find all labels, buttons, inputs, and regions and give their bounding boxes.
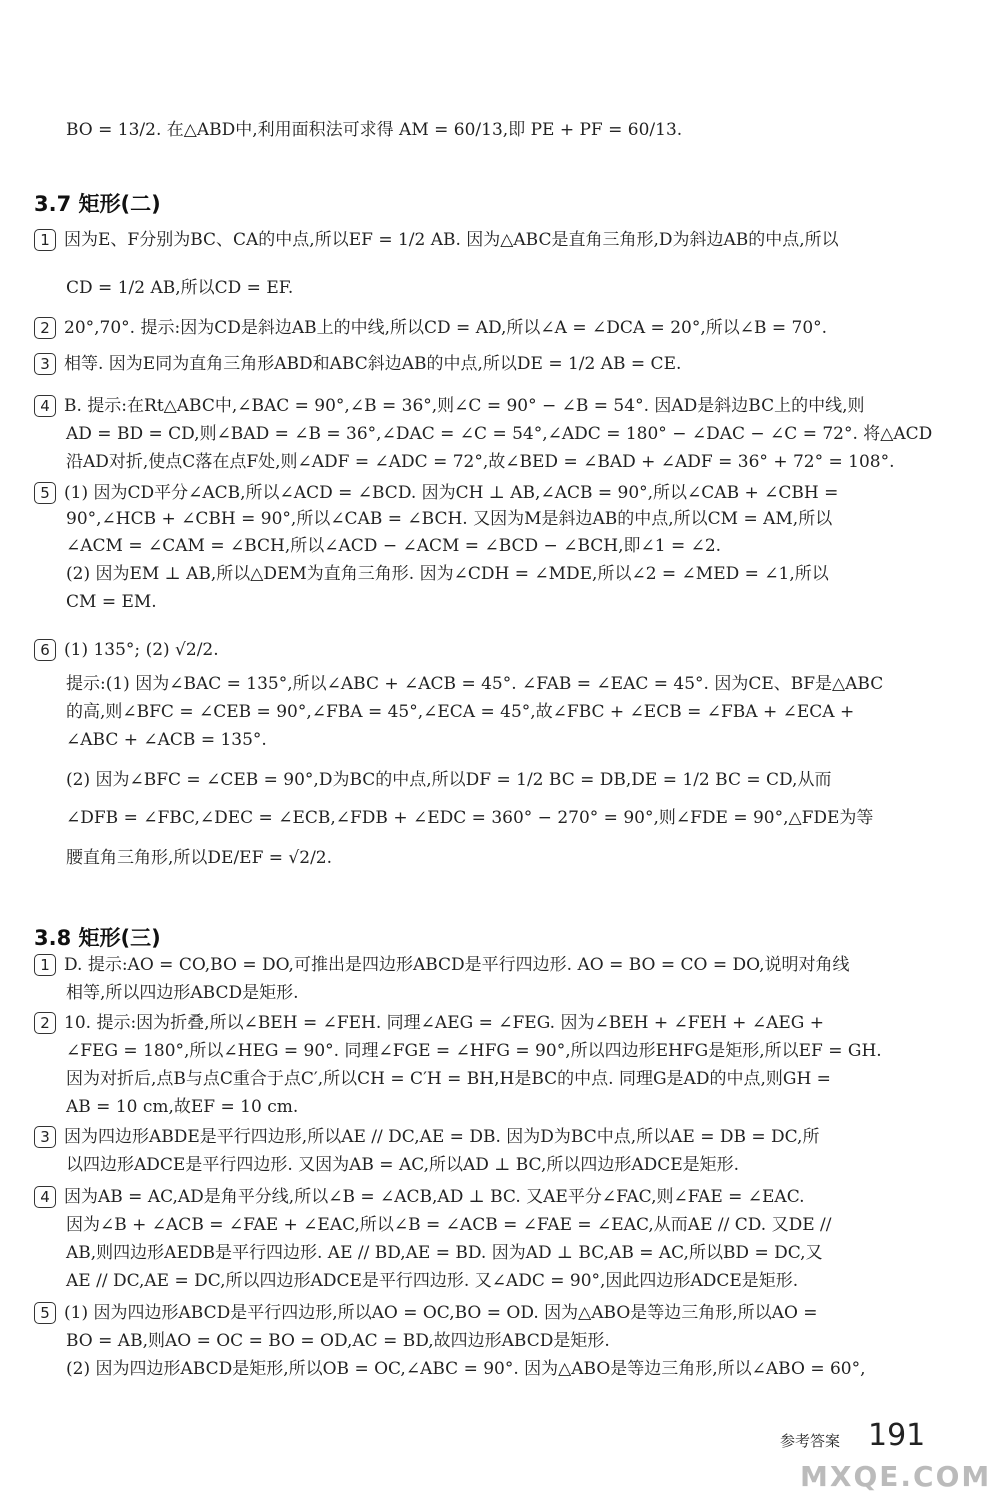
intro-line: BO = 13/2. 在△ABD中,利用面积法可求得 AM = 60/13,即 PE + PF = 60/13. bbox=[66, 120, 683, 140]
sec38-q2-line bbox=[66, 1067, 831, 1091]
line-text: 因为∠B + ∠ACB = ∠FAE + ∠EAC,所以∠B = ∠ACB = ∠FAE = ∠EAC,从而AE // CD. 又DE // bbox=[66, 1215, 832, 1235]
question-number-badge: 1 bbox=[34, 229, 56, 251]
sec37-q1-line bbox=[34, 228, 839, 252]
footer-label: 参考答案 bbox=[780, 1432, 841, 1450]
sec38-q4-line bbox=[34, 1185, 805, 1209]
line-text: AB = 10 cm,故EF = 10 cm. bbox=[66, 1097, 299, 1117]
sec38-q5-line bbox=[66, 1357, 866, 1381]
watermark-text: MXQE.COM bbox=[800, 1460, 992, 1493]
line-text: 相等. 因为E同为直角三角形ABD和ABC斜边AB的中点,所以DE = 1/2 AB = CE. bbox=[64, 354, 682, 374]
sec38-q2-line bbox=[66, 1095, 298, 1119]
line-text: 的高,则∠BFC = ∠CEB = 90°,∠FBA = 45°,∠ECA = 45°,故∠FBC + ∠ECB = ∠FBA + ∠ECA + bbox=[66, 702, 855, 722]
sec38-q1-line bbox=[66, 981, 299, 1005]
sec37-q5-line bbox=[66, 534, 721, 558]
page-number: 191 bbox=[868, 1418, 926, 1453]
line-text: 提示:(1) 因为∠BAC = 135°,所以∠ABC + ∠ACB = 45°. ∠FAB = ∠EAC = 45°. 因为CE、BF是△ABC bbox=[66, 674, 884, 694]
sec37-q4-line bbox=[66, 450, 895, 474]
sec37-q6-line bbox=[66, 846, 332, 870]
sec38-q4-line bbox=[66, 1213, 831, 1237]
line-text: 因为四边形ABDE是平行四边形,所以AE // DC,AE = DB. 因为D为BC中点,所以AE = DB = DC,所 bbox=[64, 1127, 820, 1147]
sec37-q5-line bbox=[66, 562, 829, 586]
line-text: CM = EM. bbox=[66, 592, 157, 612]
line-text: 以四边形ADCE是平行四边形. 又因为AB = AC,所以AD ⊥ BC,所以四边形ADCE是矩形. bbox=[66, 1155, 740, 1175]
sec37-title: 3.7 矩形(二) bbox=[34, 192, 161, 216]
question-number-badge: 6 bbox=[34, 639, 56, 661]
sec37-q6-line bbox=[66, 672, 883, 696]
sec38-q4-line bbox=[66, 1241, 823, 1265]
sec37-q6-line bbox=[66, 768, 831, 792]
line-text: (1) 135°; (2) √2/2. bbox=[64, 640, 219, 660]
line-text: ∠ACM = ∠CAM = ∠BCH,所以∠ACD − ∠ACM = ∠BCD − ∠BCH,即∠1 = ∠2. bbox=[66, 536, 722, 556]
question-number-badge: 1 bbox=[34, 954, 56, 976]
line-text: 10. 提示:因为折叠,所以∠BEH = ∠FEH. 同理∠AEG = ∠FEG. 因为∠BEH + ∠FEH + ∠AEG + bbox=[64, 1013, 824, 1033]
line-text: BO = AB,则AO = OC = BO = OD,AC = BD,故四边形ABCD是矩形. bbox=[66, 1331, 610, 1351]
line-text: (1) 因为CD平分∠ACB,所以∠ACD = ∠BCD. 因为CH ⊥ AB,∠ACB = 90°,所以∠CAB + ∠CBH = bbox=[64, 483, 839, 503]
sec37-q2-line bbox=[34, 316, 827, 340]
sec38-q2-line bbox=[34, 1011, 824, 1035]
question-number-badge: 2 bbox=[34, 317, 56, 339]
sec37-q3-line bbox=[34, 352, 681, 376]
line-text: 相等,所以四边形ABCD是矩形. bbox=[66, 983, 299, 1003]
sec37-q6-line bbox=[34, 638, 219, 662]
line-text: ∠ABC + ∠ACB = 135°. bbox=[66, 730, 267, 750]
sec38-q3-line bbox=[66, 1153, 739, 1177]
line-text: CD = 1/2 AB,所以CD = EF. bbox=[66, 278, 294, 298]
sec38-q5-line bbox=[34, 1301, 818, 1325]
sec38-q1-line bbox=[34, 953, 850, 977]
line-text: 20°,70°. 提示:因为CD是斜边AB上的中线,所以CD = AD,所以∠A = ∠DCA = 20°,所以∠B = 70°. bbox=[64, 318, 828, 338]
line-text: ∠DFB = ∠FBC,∠DEC = ∠ECB,∠FDB + ∠EDC = 360° − 270° = 90°,则∠FDE = 90°,△FDE为等 bbox=[66, 808, 874, 828]
sec38-q3-line bbox=[34, 1125, 819, 1149]
line-text: (2) 因为∠BFC = ∠CEB = 90°,D为BC的中点,所以DF = 1/2 BC = DB,DE = 1/2 BC = CD,从而 bbox=[66, 770, 832, 790]
sec37-q4-line bbox=[34, 394, 865, 418]
sec37-q6-line bbox=[66, 728, 267, 752]
sec37-q1-line bbox=[66, 276, 293, 300]
line-text: (2) 因为四边形ABCD是矩形,所以OB = OC,∠ABC = 90°. 因为△ABO是等边三角形,所以∠ABO = 60°, bbox=[66, 1359, 866, 1379]
sec37-q4-line bbox=[66, 422, 932, 446]
sec37-q6-line bbox=[66, 806, 873, 830]
sec37-q5-line bbox=[66, 507, 832, 531]
line-text: AE // DC,AE = DC,所以四边形ADCE是平行四边形. 又∠ADC = 90°,因此四边形ADCE是矩形. bbox=[66, 1271, 799, 1291]
line-text: AD = BD = CD,则∠BAD = ∠B = 36°,∠DAC = ∠C = 54°,∠ADC = 180° − ∠DAC − ∠C = 72°. 将△ACD bbox=[66, 424, 933, 444]
question-number-badge: 4 bbox=[34, 1186, 56, 1208]
sec38-q5-line bbox=[66, 1329, 610, 1353]
line-text: 因为AB = AC,AD是角平分线,所以∠B = ∠ACB,AD ⊥ BC. 又AE平分∠FAC,则∠FAE = ∠EAC. bbox=[64, 1187, 805, 1207]
sec38-title: 3.8 矩形(三) bbox=[34, 926, 161, 950]
line-text: (2) 因为EM ⊥ AB,所以△DEM为直角三角形. 因为∠CDH = ∠MDE,所以∠2 = ∠MED = ∠1,所以 bbox=[66, 564, 829, 584]
sec37-q5-line bbox=[66, 590, 157, 614]
sec38-q4-line bbox=[66, 1269, 798, 1293]
line-text: B. 提示:在Rt△ABC中,∠BAC = 90°,∠B = 36°,则∠C = 90° − ∠B = 54°. 因AD是斜边BC上的中线,则 bbox=[64, 396, 865, 416]
line-text: 沿AD对折,使点C落在点F处,则∠ADF = ∠ADC = 72°,故∠BED = ∠BAD + ∠ADF = 36° + 72° = 108°. bbox=[66, 452, 895, 472]
question-number-badge: 5 bbox=[34, 1302, 56, 1324]
question-number-badge: 5 bbox=[34, 482, 56, 504]
sec37-q6-line bbox=[66, 700, 854, 724]
sec38-q2-line bbox=[66, 1039, 882, 1063]
question-number-badge: 3 bbox=[34, 1126, 56, 1148]
line-text: (1) 因为四边形ABCD是平行四边形,所以AO = OC,BO = OD. 因为△ABO是等边三角形,所以AO = bbox=[64, 1303, 818, 1323]
line-text: 因为E、F分别为BC、CA的中点,所以EF = 1/2 AB. 因为△ABC是直角三角形,D为斜边AB的中点,所以 bbox=[64, 230, 839, 250]
line-text: D. 提示:AO = CO,BO = DO,可推出是四边形ABCD是平行四边形. AO = BO = CO = DO,说明对角线 bbox=[64, 955, 850, 975]
question-number-badge: 4 bbox=[34, 395, 56, 417]
question-number-badge: 3 bbox=[34, 353, 56, 375]
sec37-q5-line bbox=[34, 481, 838, 505]
question-number-badge: 2 bbox=[34, 1012, 56, 1034]
line-text: ∠FEG = 180°,所以∠HEG = 90°. 同理∠FGE = ∠HFG = 90°,所以四边形EHFG是矩形,所以EF = GH. bbox=[66, 1041, 882, 1061]
line-text: AB,则四边形AEDB是平行四边形. AE // BD,AE = BD. 因为AD ⊥ BC,AB = AC,所以BD = DC,又 bbox=[66, 1243, 823, 1263]
line-text: 因为对折后,点B与点C重合于点C′,所以CH = C′H = BH,H是BC的中点. 同理G是AD的中点,则GH = bbox=[66, 1069, 831, 1089]
line-text: 腰直角三角形,所以DE/EF = √2/2. bbox=[66, 848, 333, 868]
line-text: 90°,∠HCB + ∠CBH = 90°,所以∠CAB = ∠BCH. 又因为M是斜边AB的中点,所以CM = AM,所以 bbox=[66, 509, 833, 529]
